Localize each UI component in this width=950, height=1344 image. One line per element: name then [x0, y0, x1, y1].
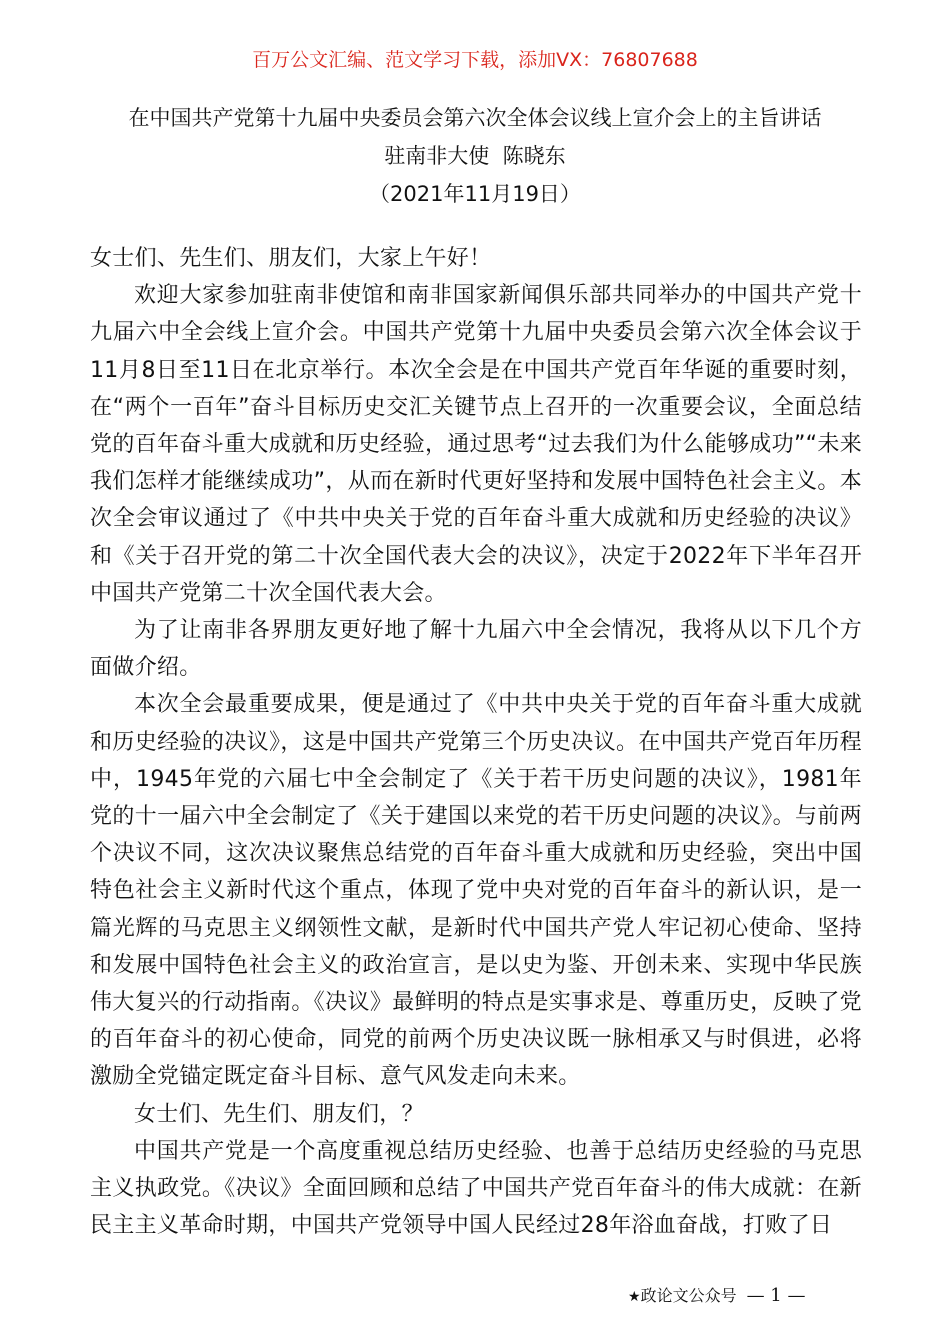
- page-number: — 1 —: [746, 1285, 806, 1306]
- paragraph: 本次全会最重要成果，便是通过了《中共中央关于党的百年奋斗重大成就和历史经验的决议》，这是中国共产党第三个历史决议。在中国共产党百年历程中，1945年党的六届七中全会制定了《关于若干历史问题的决议》，1981年党的十一届六中全会制定了《关于建国以来党的若干历史问题的决议》。与前两个决议不同，这次决议聚焦总结党的百年奋斗重大成就和历史经验，突出中国特色社会主义新时代这个重点，体现了党中央对党的百年奋斗的新认识，是一篇光辉的马克思主义纲领性文献，是新时代中国共产党人牢记初心使命、坚持和发展中国特色社会主义的政治宣言，是以史为鉴、开创未来、实现中华民族伟大复兴的行动指南。《决议》最鲜明的特点是实事求是、尊重历史，反映了党的百年奋斗的初心使命，同党的前两个历史决议既一脉相承又与时俱进，必将激励全党锚定既定奋斗目标、意气风发走向未来。: [90, 692, 862, 1090]
- paragraph-greeting: 女士们、先生们、朋友们，大家上午好！: [90, 246, 492, 271]
- paragraph: 欢迎大家参加驻南非使馆和南非国家新闻俱乐部共同举办的中国共产党十九届六中全会线上宣介会。中国共产党第十九届中央委员会第六次全体会议于11月8日至11日在北京举行。本次全会是在中国共产党百年华诞的重要时刻，在“两个一百年”奋斗目标历史交汇关键节点上召开的一次重要会议，全面总结党的百年奋斗重大成就和历史经验，通过思考“过去我们为什么能够成功”“未来我们怎样才能继续成功”，从而在新时代更好坚持和发展中国特色社会主义。本次全会审议通过了《中共中央关于党的百年奋斗重大成就和历史经验的决议》和《关于召开党的第二十次全国代表大会的决议》，决定于2022年下半年召开中国共产党第二十次全国代表大会。: [90, 283, 862, 606]
- watermark-header: 百万公文汇编、范文学习下载，添加VX：76807688: [252, 49, 698, 71]
- footer-source: 政论文公众号: [640, 1286, 737, 1305]
- speech-title: 在中国共产党第十九届中央委员会第六次全体会议线上宣介会上的主旨讲话: [128, 106, 822, 130]
- speech-date: （2021年11月19日）: [369, 182, 581, 206]
- star-icon: ★: [628, 1289, 641, 1305]
- document-title-block: [0, 99, 950, 213]
- paragraph: 为了让南非各界朋友更好地了解十九届六中全会情况，我将从以下几个方面做介绍。: [90, 618, 862, 681]
- speaker-line: 驻南非大使 陈晓东: [384, 144, 566, 168]
- paragraph: 中国共产党是一个高度重视总结历史经验、也善于总结历史经验的马克思主义执政党。《决议》全面回顾和总结了中国共产党百年奋斗的伟大成就：在新民主主义革命时期，中国共产党领导中国人民经过28年浴血奋战，打败了日: [90, 1138, 862, 1239]
- paragraph: 女士们、先生们、朋友们，？: [134, 1101, 424, 1127]
- document-body: [90, 240, 862, 1244]
- page-footer: [628, 1284, 888, 1309]
